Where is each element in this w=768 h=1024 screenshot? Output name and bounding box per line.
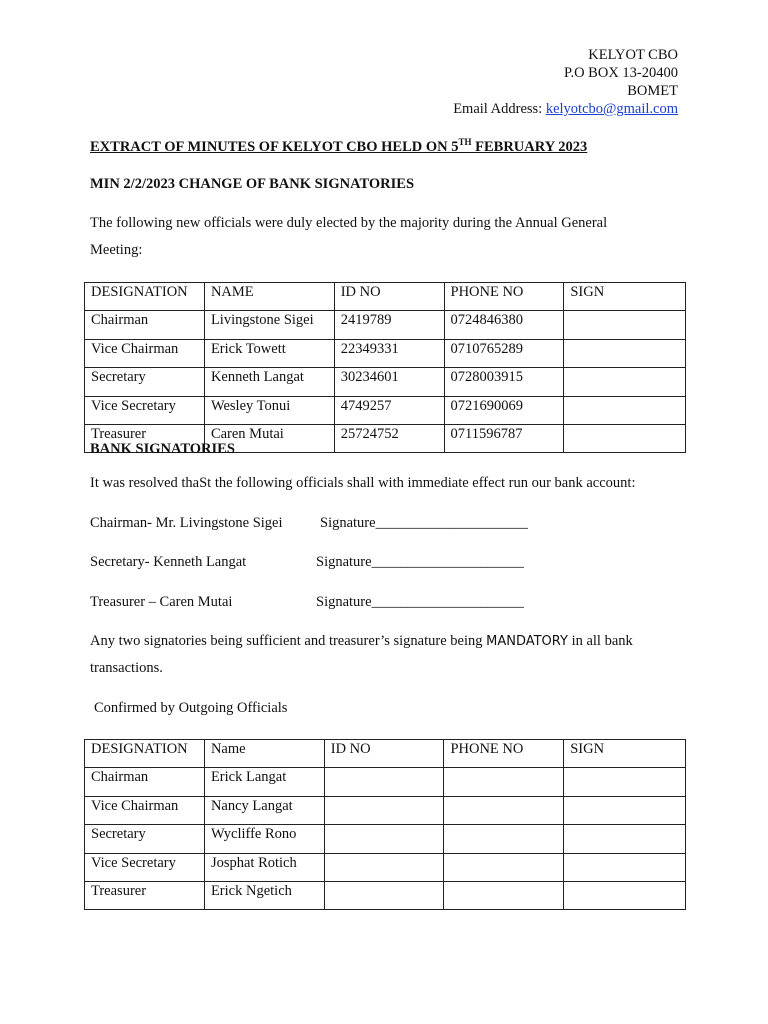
town: BOMET [627, 83, 678, 99]
signature-line: Signature_____________________ [316, 554, 524, 570]
table-cell: Josphat Rotich [204, 853, 324, 881]
header-cell: ID NO [324, 740, 444, 768]
table-cell: Chairman [85, 768, 205, 796]
org-name: KELYOT CBO [588, 47, 678, 63]
note-text: Any two signatories being sufficient and treasurer’s signature being [90, 633, 487, 649]
table-cell: Livingstone Sigei [204, 311, 334, 339]
email-link[interactable]: kelyotcbo@gmail.com [545, 101, 678, 117]
title-superscript: TH [458, 137, 472, 147]
table-row [85, 825, 686, 853]
table-header-row [85, 283, 686, 311]
table-cell: Wycliffe Rono [204, 825, 324, 853]
sign-cell [564, 339, 686, 367]
signatory-note [90, 633, 633, 650]
note-text-end: in all bank [567, 633, 633, 649]
table-cell: Vice Secretary [85, 853, 205, 881]
signature-line: Signature_____________________ [320, 515, 528, 531]
table-row [85, 368, 686, 396]
sign-cell [564, 424, 686, 452]
table-cell [444, 853, 564, 881]
signature-line: Signature_____________________ [316, 594, 524, 610]
table-cell: Erick Ngetich [204, 881, 324, 909]
header-cell: Name [204, 740, 324, 768]
signatory-name: Secretary- Kenneth Langat [90, 554, 247, 570]
intro-line-1: The following new officials were duly elected by the majority during the Annual General [90, 215, 608, 231]
header-cell: PHONE NO [444, 740, 564, 768]
signatory-name: Treasurer – Caren Mutai [90, 594, 233, 610]
header-cell: PHONE NO [444, 283, 564, 311]
title-text-end: FEBRUARY 2023 [471, 139, 588, 155]
table-cell: 0728003915 [444, 368, 564, 396]
table-cell: Secretary [85, 825, 205, 853]
table-cell: Treasurer [85, 881, 205, 909]
document-title [90, 137, 587, 156]
table-cell: Erick Langat [204, 768, 324, 796]
table-cell: Wesley Tonui [204, 396, 334, 424]
sign-cell [564, 368, 686, 396]
table-cell [324, 768, 444, 796]
email-line [453, 100, 678, 118]
table-row [85, 796, 686, 824]
header-cell: DESIGNATION [85, 283, 205, 311]
min-heading: MIN 2/2/2023 CHANGE OF BANK SIGNATORIES [90, 176, 415, 192]
sign-cell [564, 396, 686, 424]
table-row [85, 311, 686, 339]
table-row [85, 339, 686, 367]
signatory-name: Chairman- Mr. Livingstone Sigei [90, 515, 283, 531]
table-row [85, 396, 686, 424]
table-cell [444, 796, 564, 824]
table-cell: 0710765289 [444, 339, 564, 367]
table-cell: 25724752 [334, 424, 444, 452]
table-row [85, 881, 686, 909]
outgoing-officials-table [84, 739, 686, 910]
table-cell [444, 825, 564, 853]
sign-cell [564, 768, 686, 796]
header-cell: SIGN [564, 740, 686, 768]
table-header-row [85, 740, 686, 768]
email-label: Email Address: [453, 101, 546, 117]
table-cell: Erick Towett [204, 339, 334, 367]
table-cell [324, 881, 444, 909]
table-cell: 2419789 [334, 311, 444, 339]
header-cell: DESIGNATION [85, 740, 205, 768]
resolution-text: It was resolved thaSt the following officials shall with immediate effect run our bank account: [90, 475, 636, 491]
table-cell: Vice Chairman [85, 796, 205, 824]
signatory-note-line-2: transactions. [90, 660, 163, 676]
note-mandatory: MANDATORY [486, 634, 568, 649]
table-cell: Caren Mutai [204, 424, 334, 452]
table-cell: Secretary [85, 368, 205, 396]
table-row [85, 768, 686, 796]
table-cell: 30234601 [334, 368, 444, 396]
sign-cell [564, 825, 686, 853]
table-cell [324, 853, 444, 881]
table-cell: Vice Secretary [85, 396, 205, 424]
header-cell: SIGN [564, 283, 686, 311]
title-text: EXTRACT OF MINUTES OF KELYOT CBO HELD ON 5 [90, 139, 459, 155]
table-cell: Chairman [85, 311, 205, 339]
table-cell: Treasurer [85, 424, 205, 452]
new-officials-table [84, 282, 686, 453]
sign-cell [564, 311, 686, 339]
bank-signatories-heading: BANK SIGNATORIES [90, 441, 235, 457]
table-cell [324, 796, 444, 824]
intro-line-2: Meeting: [90, 242, 143, 258]
table-cell: Kenneth Langat [204, 368, 334, 396]
table-cell: 22349331 [334, 339, 444, 367]
table-cell: 4749257 [334, 396, 444, 424]
address-block [453, 46, 678, 118]
table-cell: Vice Chairman [85, 339, 205, 367]
table-cell: 0724846380 [444, 311, 564, 339]
sign-cell [564, 796, 686, 824]
table-cell: 0711596787 [444, 424, 564, 452]
header-cell: NAME [204, 283, 334, 311]
table-cell: Nancy Langat [204, 796, 324, 824]
sign-cell [564, 853, 686, 881]
header-cell: ID NO [334, 283, 444, 311]
table-cell [444, 768, 564, 796]
table-cell [324, 825, 444, 853]
po-box: P.O BOX 13-20400 [564, 65, 678, 81]
confirmed-heading: Confirmed by Outgoing Officials [94, 700, 288, 716]
table-cell: 0721690069 [444, 396, 564, 424]
table-row [85, 853, 686, 881]
table-cell [444, 881, 564, 909]
sign-cell [564, 881, 686, 909]
